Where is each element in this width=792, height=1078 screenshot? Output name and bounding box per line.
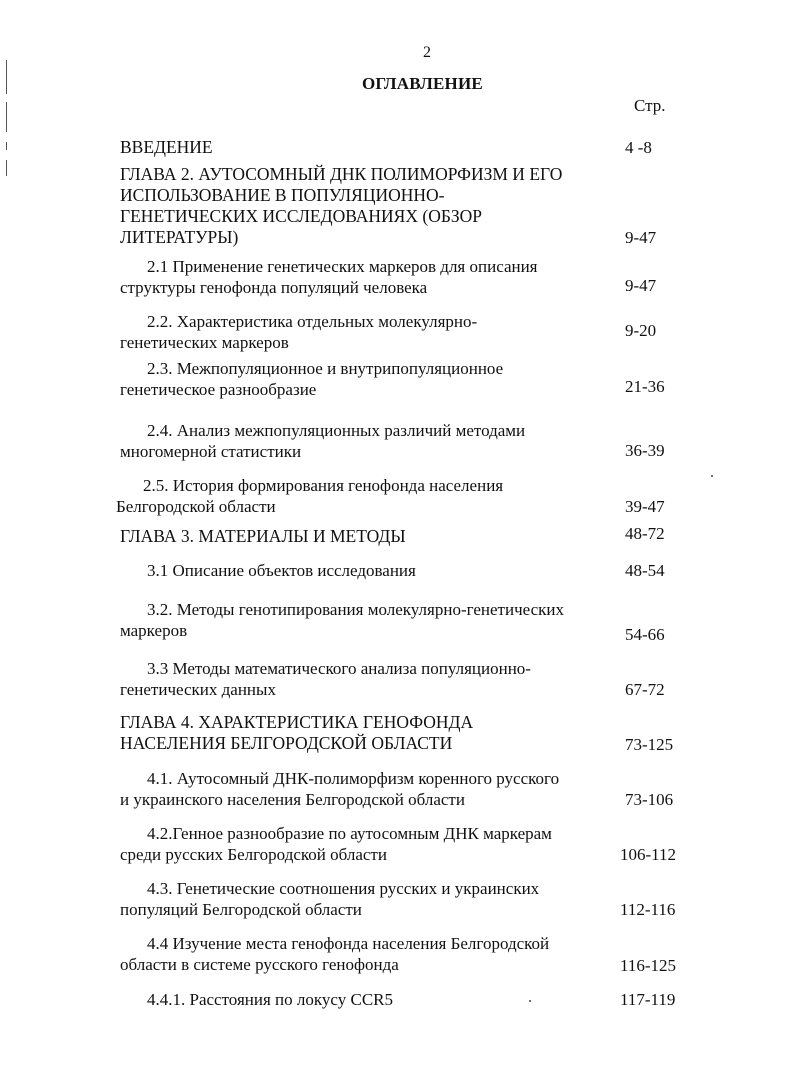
scan-speck xyxy=(711,475,713,477)
toc-entry-line: 4.2.Генное разнообразие по аутосомным ДНК маркерам xyxy=(147,824,552,843)
toc-entry-pages: 21-36 xyxy=(625,377,665,396)
toc-entry-pages: 54-66 xyxy=(625,625,665,644)
toc-entry-line: 4.1. Аутосомный ДНК-полиморфизм коренного русского xyxy=(147,769,560,788)
toc-entry-line: НАСЕЛЕНИЯ БЕЛГОРОДСКОЙ ОБЛАСТИ xyxy=(120,733,453,753)
toc-entry-line: 3.1 Описание объектов исследования xyxy=(147,561,416,580)
page-number: 2 xyxy=(423,44,431,61)
toc-entry-pages: 9-47 xyxy=(625,228,657,247)
toc-entry-pages: 112-116 xyxy=(620,900,676,919)
toc-entry-line: и украинского населения Белгородской области xyxy=(120,790,465,809)
toc-entry-pages: 9-20 xyxy=(625,321,657,340)
toc-entry-line: 3.3 Методы математического анализа популяционно- xyxy=(147,659,531,678)
toc-entry-pages: 39-47 xyxy=(625,497,665,516)
toc-entry-line: ГЛАВА 4. ХАРАКТЕРИСТИКА ГЕНОФОНДА xyxy=(120,712,474,732)
toc-entry-line: генетических маркеров xyxy=(120,333,289,352)
toc-entry-line: 4.3. Генетические соотношения русских и украинских xyxy=(147,879,540,898)
toc-entry-line: ВВЕДЕНИЕ xyxy=(120,137,213,157)
toc-entry-pages: 4 -8 xyxy=(625,138,652,157)
toc-entry-line: популяций Белгородской области xyxy=(120,900,362,919)
toc-entry-pages: 9-47 xyxy=(625,276,657,295)
toc-entry-line: области в системе русского генофонда xyxy=(120,955,399,974)
toc-entry-pages: 36-39 xyxy=(625,441,665,460)
toc-entry-pages: 48-54 xyxy=(625,561,665,580)
scan-margin-marks xyxy=(6,60,10,180)
toc-entry-pages: 67-72 xyxy=(625,680,665,699)
toc-entry-line: генетических данных xyxy=(120,680,276,699)
toc-entry-line: маркеров xyxy=(120,621,188,640)
toc-entry-line: 2.3. Межпопуляционное и внутрипопуляционное xyxy=(147,359,504,378)
toc-entry-line: ЛИТЕРАТУРЫ) xyxy=(120,227,239,247)
toc-entry-line: 3.2. Методы генотипирования молекулярно-генетических xyxy=(147,600,565,619)
toc-entry-line: генетическое разнообразие xyxy=(120,380,317,399)
toc-entry-line: среди русских Белгородской области xyxy=(120,845,387,864)
toc-entry-line: ИСПОЛЬЗОВАНИЕ В ПОПУЛЯЦИОННО- xyxy=(120,185,445,205)
toc-entry-line: многомерной статистики xyxy=(120,442,302,461)
toc-entry-line: структуры генофонда популяций человека xyxy=(120,278,428,297)
toc-title: ОГЛАВЛЕНИЕ xyxy=(362,74,483,93)
toc-entry-line: 2.5. История формирования генофонда населения xyxy=(143,476,504,495)
toc-entry-pages: 117-119 xyxy=(620,990,676,1009)
toc-entry-line: 2.4. Анализ межпопуляционных различий методами xyxy=(147,421,526,440)
toc-entry-pages: 73-125 xyxy=(625,735,674,754)
toc-entry-line: ГЕНЕТИЧЕСКИХ ИССЛЕДОВАНИЯХ (ОБЗОР xyxy=(120,206,483,226)
scan-speck xyxy=(529,1000,531,1002)
toc-entry-line: 2.2. Характеристика отдельных молекулярно- xyxy=(147,312,478,331)
toc-entry-pages: 48-72 xyxy=(625,524,665,543)
page-column-header: Стр. xyxy=(634,96,666,115)
toc-entry-line: 4.4.1. Расстояния по локусу CCR5 xyxy=(147,990,393,1009)
toc-entry-line: 2.1 Применение генетических маркеров для описания xyxy=(147,257,538,276)
toc-entry-line: ГЛАВА 3. МАТЕРИАЛЫ И МЕТОДЫ xyxy=(120,526,406,546)
toc-entry-line: Белгородской области xyxy=(116,497,276,516)
toc-entry-pages: 106-112 xyxy=(620,845,677,864)
toc-entry-pages: 73-106 xyxy=(625,790,674,809)
toc-entry-pages: 116-125 xyxy=(620,956,677,975)
toc-entry-line: 4.4 Изучение места генофонда населения Белгородской xyxy=(147,934,550,953)
toc-entry-line: ГЛАВА 2. АУТОСОМНЫЙ ДНК ПОЛИМОРФИЗМ И ЕГО xyxy=(120,164,563,184)
